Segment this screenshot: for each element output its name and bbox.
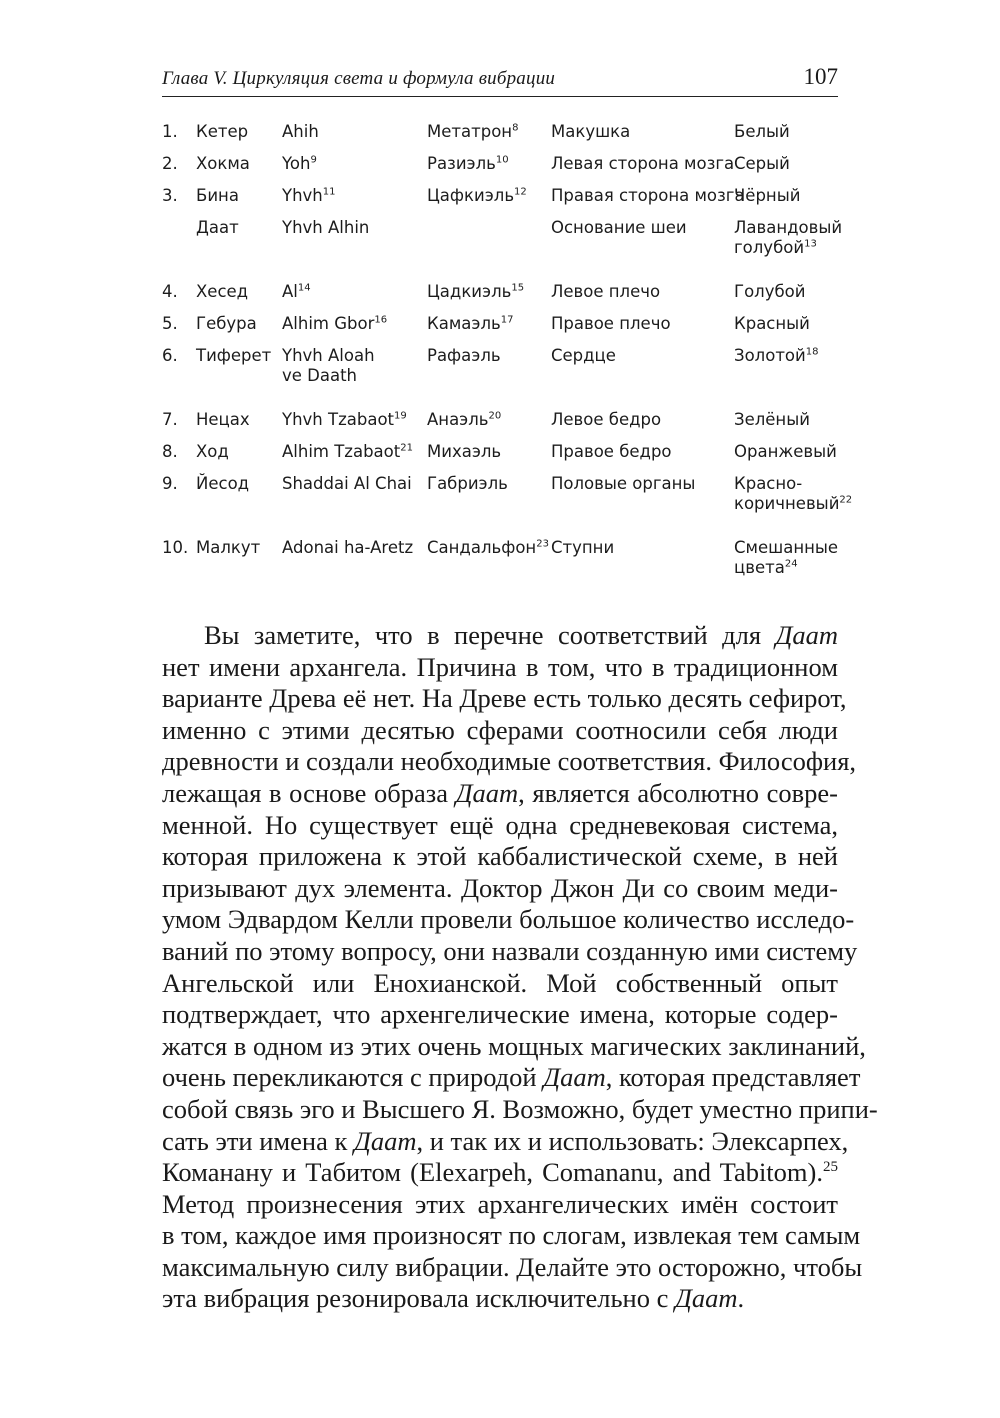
archangel-name	[427, 442, 501, 462]
archangel-name	[427, 410, 501, 430]
color-name	[734, 122, 852, 142]
color-line: Голубой	[734, 282, 806, 301]
footnote-marker: 24	[784, 558, 798, 570]
color-line: Белый	[734, 122, 790, 141]
divine-name	[282, 314, 422, 334]
archangel-text: Михаэль	[427, 442, 502, 461]
paragraph-line: очень перекликаются с природой Даат, которая представляет	[162, 1062, 861, 1093]
sephira-number: 3.	[162, 186, 178, 205]
footnote-marker: 9	[310, 154, 317, 166]
body-part: Правая сторона мозга	[551, 186, 745, 205]
sephira-name: Гебура	[196, 314, 257, 333]
table-row	[162, 182, 852, 214]
divine-name-line: ve Daath	[282, 366, 358, 385]
table-row	[162, 214, 852, 278]
footnote-marker: 22	[839, 494, 853, 506]
archangel-name	[427, 314, 513, 334]
paragraph-line: менной. Но существует ещё одна средневековая система,	[162, 809, 838, 840]
paragraph-line: древности и создали необходимые соответствия. Философия,	[162, 746, 857, 777]
paragraph-line: лежащая в основе образа Даат, является абсолютно совре-	[162, 777, 839, 808]
archangel-text: Рафаэль	[427, 346, 501, 365]
table-row	[162, 278, 852, 310]
sephira-name: Хокма	[196, 154, 250, 173]
paragraph-line: умом Эдвардом Келли провели большое количество исследо-	[162, 904, 855, 935]
divine-name-text: Alhim Gbor	[282, 314, 375, 333]
divine-name-text: Al	[282, 282, 298, 301]
paragraph-line: нет имени архангела. Причина в том, что в традиционном	[162, 651, 838, 682]
table-row	[162, 118, 852, 150]
divine-name	[282, 218, 422, 238]
sephira-number: 5.	[162, 314, 178, 333]
archangel-text: Цафкиэль	[427, 186, 515, 205]
divine-name	[282, 154, 422, 174]
color-line: цвета	[734, 558, 785, 577]
color-name	[734, 442, 852, 462]
footnote-marker: 8	[512, 122, 519, 134]
emphasis-daat: Даат	[675, 1283, 738, 1314]
color-line: коричневый	[734, 494, 840, 513]
archangel-name	[427, 186, 527, 206]
divine-name-text: Adonai ha-Aretz	[282, 538, 414, 557]
body-part: Правое бедро	[551, 442, 672, 461]
paragraph-line: Вы заметите, что в перечне соответствий для Даат	[204, 620, 838, 650]
sephira-number: 6.	[162, 346, 178, 365]
sephira-name: Тиферет	[196, 346, 272, 365]
table-row	[162, 534, 852, 598]
footnote-marker: 25	[823, 1159, 838, 1176]
footnote-marker: 13	[804, 238, 817, 250]
paragraph-line: собой связь эго и Высшего Я. Возможно, будет уместно припи-	[162, 1093, 878, 1124]
body-part: Половые органы	[551, 474, 696, 493]
divine-name	[282, 122, 422, 142]
body-part: Основание шеи	[551, 218, 687, 237]
emphasis-daat: Даат	[543, 1062, 606, 1093]
sephira-number: 10.	[162, 538, 189, 557]
divine-name	[282, 410, 422, 430]
divine-name	[282, 442, 422, 462]
body-paragraph	[162, 620, 878, 1315]
table-row	[162, 150, 852, 182]
color-line: Лавандовый	[734, 218, 843, 237]
footnote-marker: 10	[495, 154, 509, 166]
sephira-number: 8.	[162, 442, 178, 461]
footnote-marker: 21	[400, 442, 413, 454]
emphasis-daat: Даат	[354, 1125, 417, 1156]
sephira-number: 2.	[162, 154, 178, 173]
archangel-text: Цадкиэль	[427, 282, 512, 301]
color-line: Чёрный	[734, 186, 801, 205]
sephira-name: Хесед	[196, 282, 249, 301]
footnote-marker: 19	[394, 410, 407, 422]
body-part: Левое бедро	[551, 410, 662, 429]
color-line: Красный	[734, 314, 810, 333]
correspondence-table	[162, 118, 852, 598]
archangel-text: Камаэль	[427, 314, 501, 333]
color-name	[734, 474, 852, 514]
sephira-name: Малкут	[196, 538, 261, 557]
divine-name-text: Ahih	[282, 122, 319, 141]
divine-name	[282, 186, 422, 206]
paragraph-line: сать эти имена к Даат, и так их и использовать: Элексарпех,	[162, 1125, 849, 1156]
table-row	[162, 342, 852, 406]
paragraph-line: в том, каждое имя произносят по слогам, извлекая тем самым	[162, 1220, 861, 1251]
archangel-text: Анаэль	[427, 410, 489, 429]
color-line: Красно-	[734, 474, 803, 493]
divine-name-text: Yoh	[282, 154, 311, 173]
body-part: Сердце	[551, 346, 616, 365]
archangel-text: Разиэль	[427, 154, 496, 173]
color-name	[734, 410, 852, 430]
table-row	[162, 470, 852, 534]
running-title: Глава V. Циркуляция света и формула вибрации	[162, 68, 556, 89]
footnote-marker: 20	[488, 410, 502, 422]
footnote-marker: 17	[500, 314, 514, 326]
color-line: Золотой	[734, 346, 806, 365]
archangel-name	[427, 154, 509, 174]
footnote-marker: 15	[511, 282, 525, 294]
emphasis-daat: Даат	[455, 777, 519, 808]
paragraph-line: Ангельской или Енохианской. Мой собственный опыт	[162, 967, 838, 998]
sephira-name: Бина	[196, 186, 239, 205]
table-row	[162, 310, 852, 342]
sephira-name: Нецах	[196, 410, 250, 429]
divine-name	[282, 538, 422, 558]
footnote-marker: 23	[536, 538, 549, 550]
divine-name-text: Shaddai Al Chai	[282, 474, 412, 493]
paragraph-line: подтверждает, что архенгелические имена, которые содер-	[162, 999, 838, 1030]
sephira-number: 9.	[162, 474, 178, 493]
divine-name	[282, 474, 422, 494]
footnote-marker: 18	[805, 346, 819, 358]
paragraph-line: Команану и Табитом (Elexarpeh, Comananu, and Tabitom).$^{25}$	[162, 1157, 838, 1188]
color-name	[734, 186, 852, 206]
sephira-name: Кетер	[196, 122, 249, 141]
table-row	[162, 406, 852, 438]
table-row	[162, 438, 852, 470]
color-name	[734, 346, 852, 366]
archangel-text: Метатрон	[427, 122, 513, 141]
paragraph-line: которая приложена к этой каббалистической схеме, в ней	[162, 841, 838, 872]
paragraph-line: призывают дух элемента. Доктор Джон Ди со своим меди-	[162, 872, 838, 903]
sephira-number: 1.	[162, 122, 178, 141]
color-name	[734, 538, 852, 578]
color-name	[734, 218, 852, 258]
sephira-name: Ход	[196, 442, 229, 461]
paragraph-line: Метод произнесения этих архангелических имён состоит	[162, 1188, 838, 1219]
archangel-name	[427, 282, 524, 302]
page-number: 107	[803, 64, 838, 89]
sephira-number: 4.	[162, 282, 178, 301]
archangel-name	[427, 538, 549, 558]
paragraph-line: жатся в одном из этих очень мощных магических заклинаний,	[162, 1030, 866, 1061]
paragraph-line: ваний по этому вопросу, они назвали созданную ими систему	[162, 935, 858, 966]
archangel-name	[427, 122, 518, 142]
footnote-marker: 11	[322, 186, 336, 198]
sephira-name: Йесод	[196, 474, 250, 493]
color-line: Оранжевый	[734, 442, 837, 461]
divine-name-text: Yhvh Tzabaot	[282, 410, 395, 429]
divine-name-text: Alhim Tzabaot	[282, 442, 401, 461]
archangel-text: Сандальфон	[427, 538, 537, 557]
divine-name	[282, 282, 422, 302]
color-line: Смешанные	[734, 538, 839, 557]
footnote-marker: 12	[514, 186, 527, 198]
archangel-text: Габриэль	[427, 474, 508, 493]
sephira-number: 7.	[162, 410, 178, 429]
color-line: Зелёный	[734, 410, 810, 429]
emphasis-daat: Даат	[775, 620, 838, 650]
paragraph-line: именно с этими десятью сферами соотносили себя люди	[162, 714, 838, 745]
archangel-name	[427, 474, 508, 494]
footnote-marker: 16	[374, 314, 388, 326]
paragraph-line: максимальную силу вибрации. Делайте это осторожно, чтобы	[162, 1251, 863, 1282]
color-line: Серый	[734, 154, 790, 173]
color-name	[734, 314, 852, 334]
body-part: Левая сторона мозга	[551, 154, 735, 173]
color-name	[734, 282, 852, 302]
divine-name	[282, 346, 422, 386]
divine-name-text: Yhvh Alhin	[282, 218, 370, 237]
body-part: Правое плечо	[551, 314, 671, 333]
divine-name-text: Yhvh	[282, 186, 323, 205]
divine-name-line: Yhvh Aloah	[282, 346, 375, 365]
sephira-name: Даат	[196, 218, 239, 237]
body-part: Ступни	[551, 538, 615, 557]
body-part: Левое плечо	[551, 282, 661, 301]
paragraph-line: эта вибрация резонировала исключительно с Даат.	[162, 1283, 745, 1314]
archangel-name	[427, 346, 501, 366]
color-name	[734, 154, 852, 174]
color-line: голубой	[734, 238, 805, 257]
footnote-marker: 14	[297, 282, 311, 294]
running-header	[162, 62, 838, 97]
body-part: Макушка	[551, 122, 631, 141]
paragraph-line: варианте Древа её нет. На Древе есть только десять сефирот,	[162, 683, 847, 714]
